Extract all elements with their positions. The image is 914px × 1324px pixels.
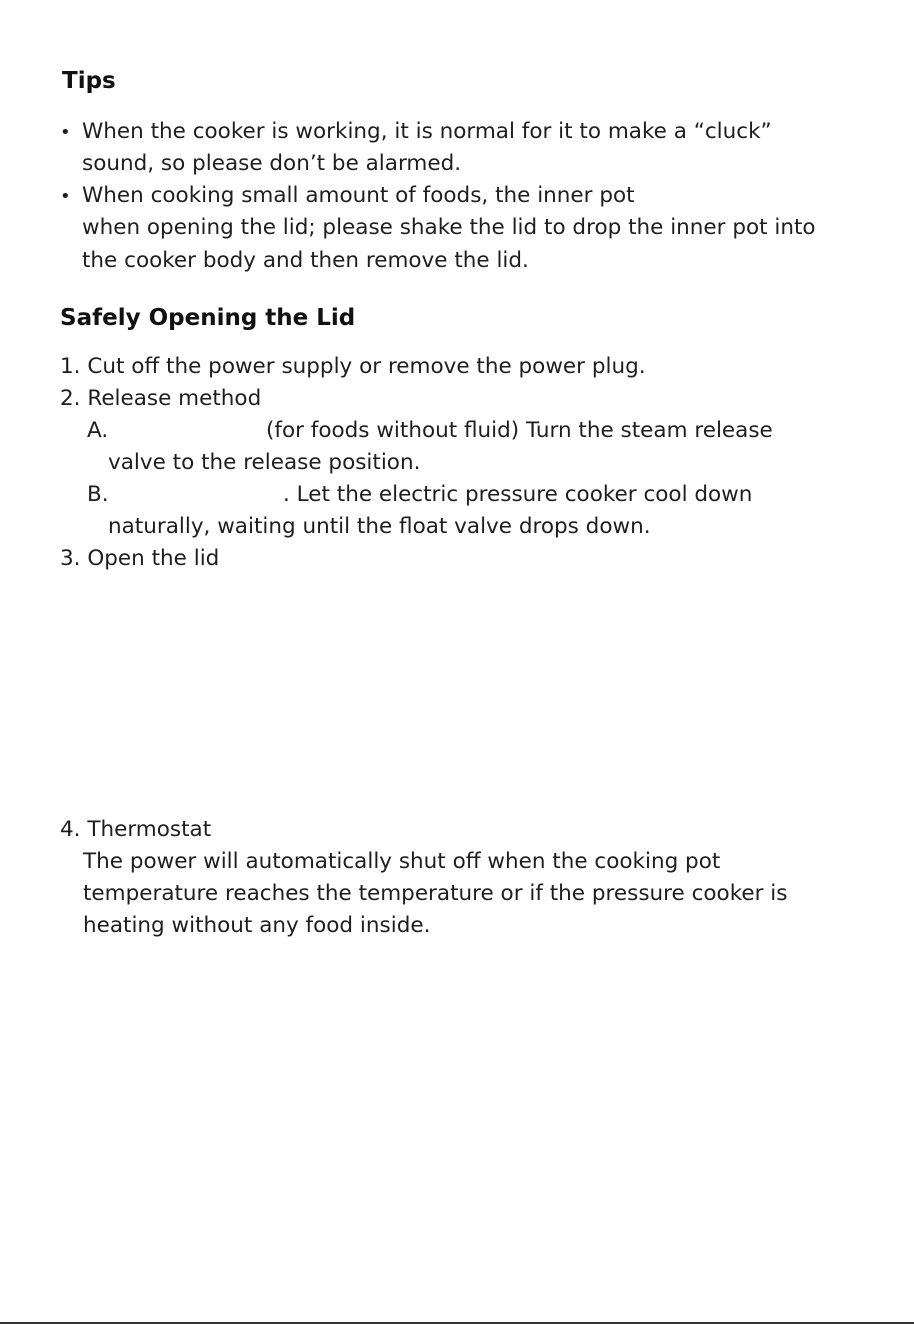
step-4: 4. Thermostat xyxy=(60,817,212,842)
bullet-icon: • xyxy=(60,186,71,207)
tips-heading: Tips xyxy=(62,68,116,94)
step-2a-text: (for foods without fluid) Turn the steam release xyxy=(266,418,773,443)
step-4-line-1: The power will automatically shut off when the cooking pot xyxy=(83,849,721,874)
step-3: 3. Open the lid xyxy=(60,546,220,571)
step-4-line-2: temperature reaches the temperature or if the pressure cooker is xyxy=(83,881,788,906)
tips-item-1-line-1: When the cooker is working, it is normal for it to make a “cluck” xyxy=(82,119,772,144)
step-4-line-3: heating without any food inside. xyxy=(83,913,431,938)
step-2b-text: . Let the electric pressure cooker cool down xyxy=(283,482,753,507)
step-2a-continuation: valve to the release position. xyxy=(108,450,421,475)
safely-opening-heading: Safely Opening the Lid xyxy=(60,305,356,331)
step-1: 1. Cut off the power supply or remove the power plug. xyxy=(60,354,646,379)
step-2a-marker: A. xyxy=(87,418,109,443)
tips-item-2-line-1: When cooking small amount of foods, the inner pot xyxy=(82,183,635,208)
step-2: 2. Release method xyxy=(60,386,262,411)
tips-item-2-line-3: the cooker body and then remove the lid. xyxy=(82,248,529,273)
tips-item-1-line-2: sound, so please don’t be alarmed. xyxy=(82,151,462,176)
step-2b-marker: B. xyxy=(87,482,109,507)
tips-item-2-line-2: when opening the lid; please shake the lid to drop the inner pot into xyxy=(82,215,816,240)
step-2b-continuation: naturally, waiting until the float valve drops down. xyxy=(108,514,651,539)
bullet-icon: • xyxy=(60,122,71,143)
